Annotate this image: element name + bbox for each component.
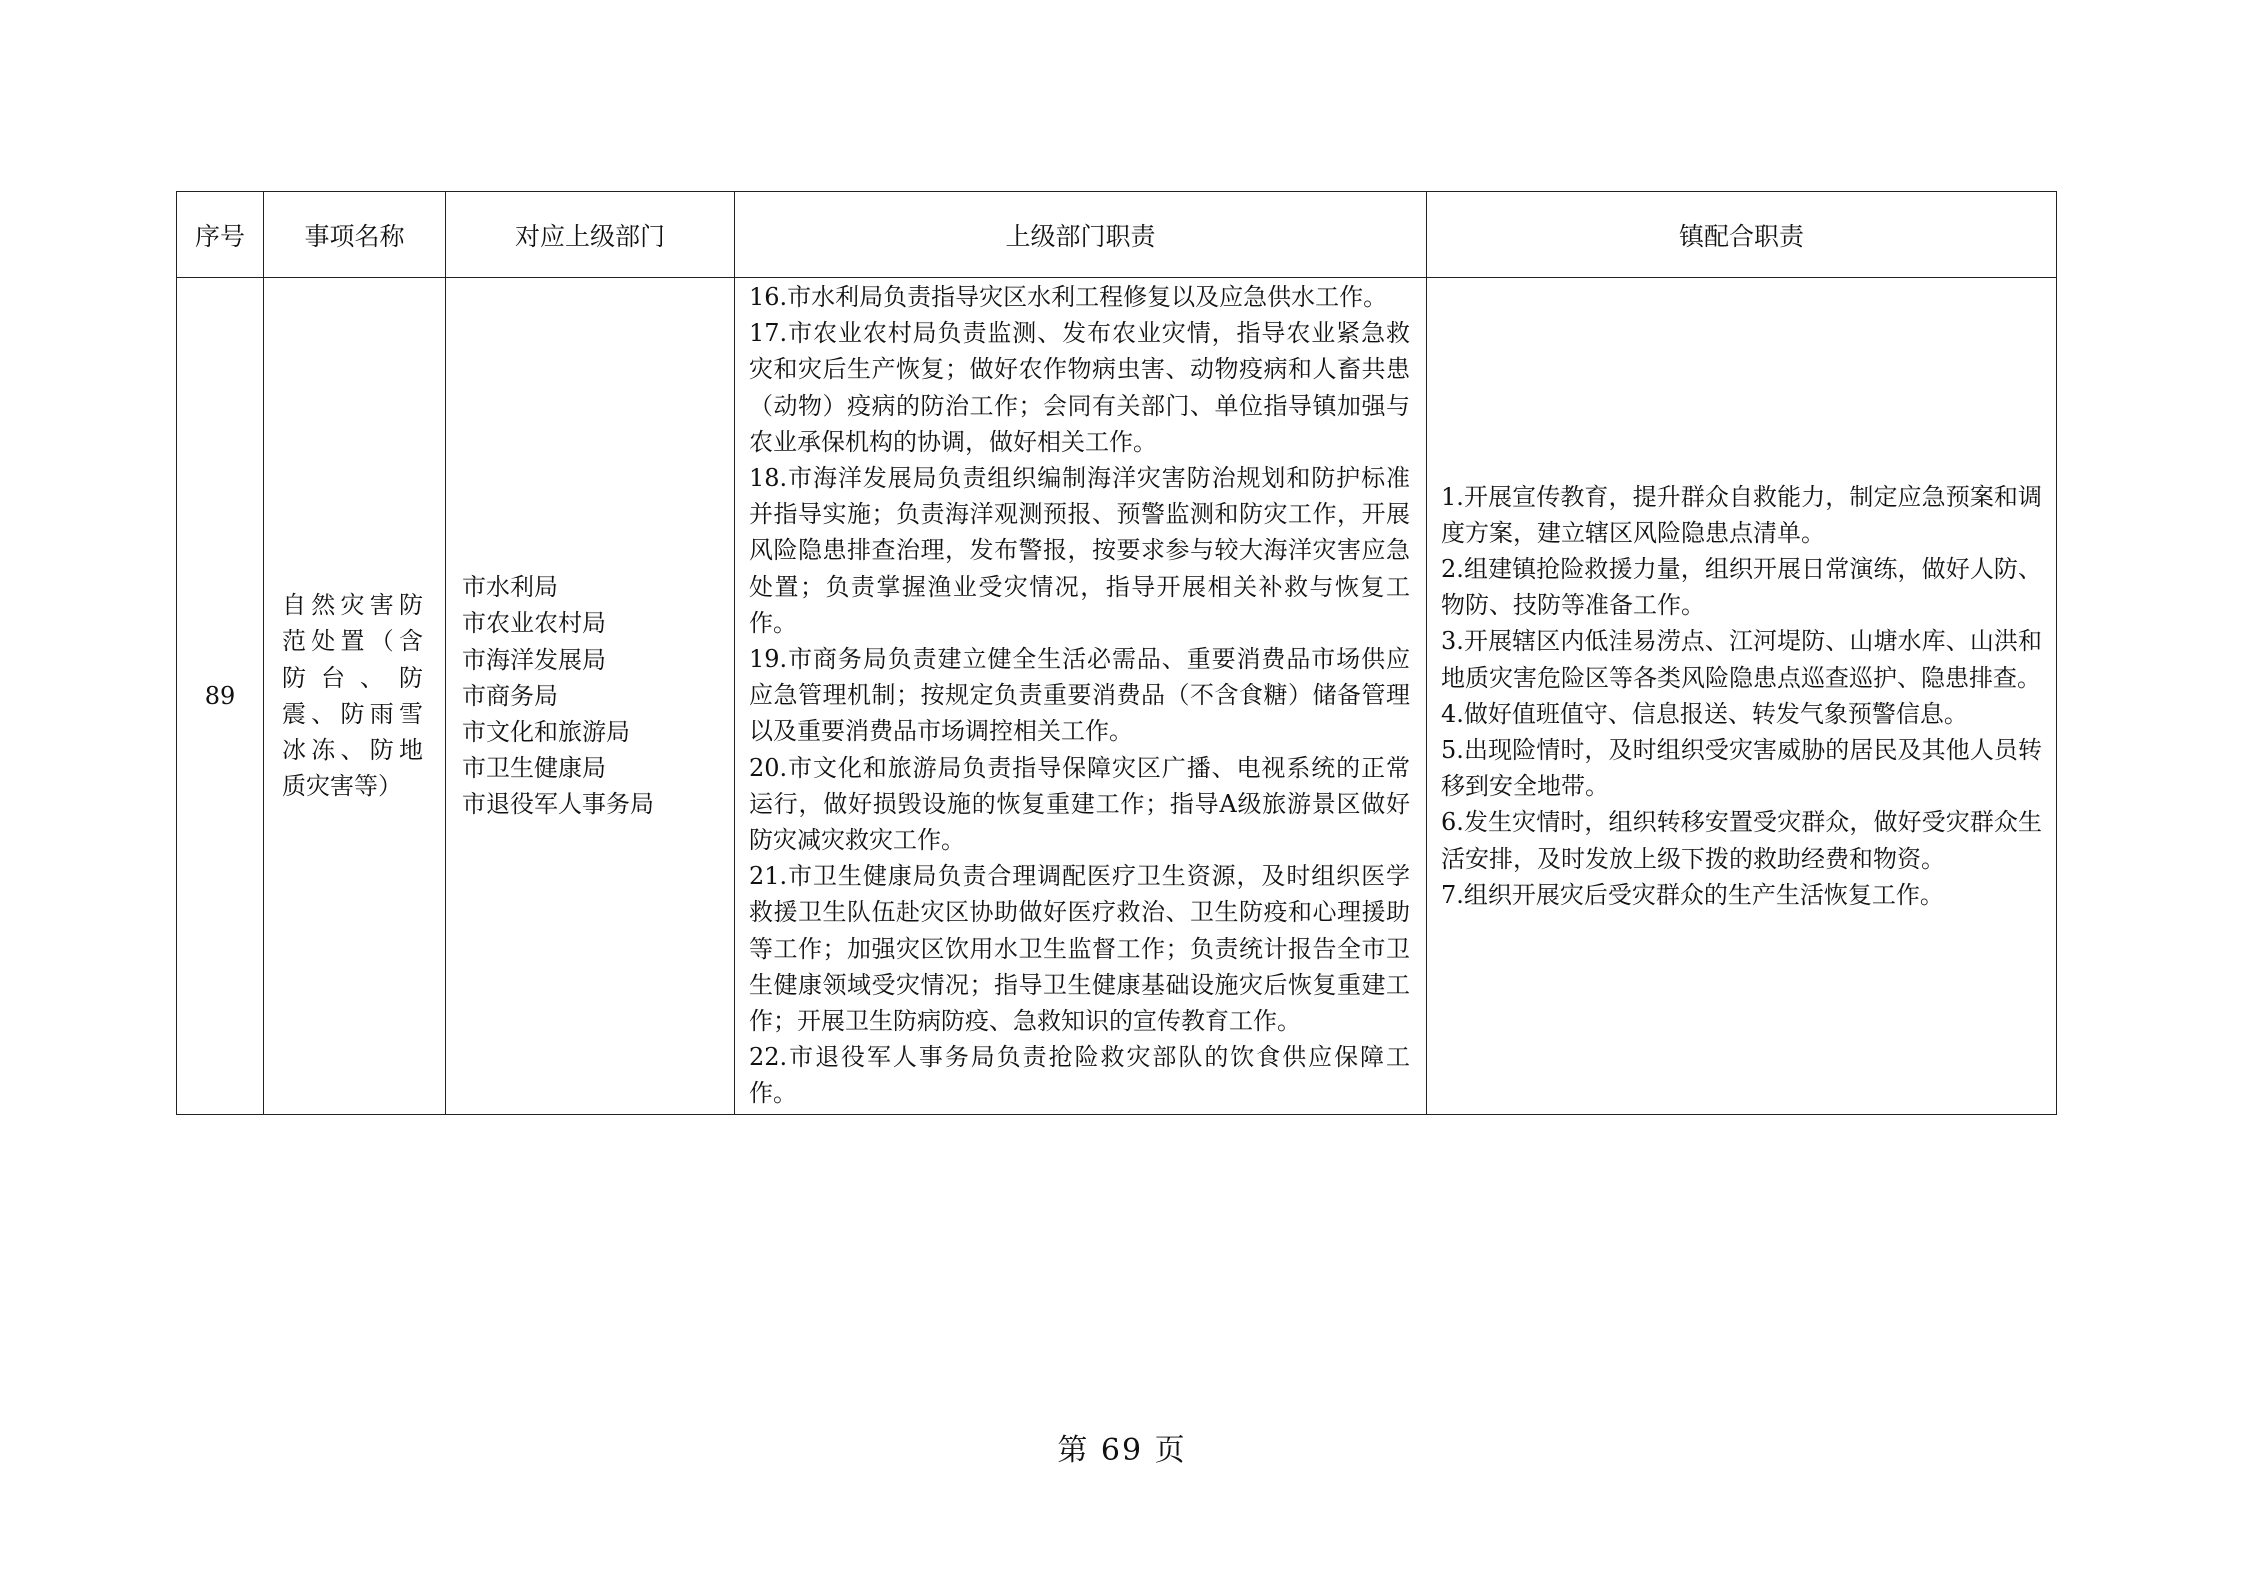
table-header [177, 192, 2057, 278]
upper-duty-item: 17.市农业农村局负责监测、发布农业灾情，指导农业紧急救灾和灾后生产恢复；做好农作物病虫害、动物疫病和人畜共患（动物）疫病的防治工作；会同有关部门、单位指导镇加强与农业承保机构的协调，做好相关工作。 [749, 319, 1410, 456]
department-item: 市退役军人事务局 [462, 790, 654, 819]
header-row [177, 192, 2057, 278]
department-item: 市海洋发展局 [462, 645, 606, 674]
upper-duty-item: 20.市文化和旅游局负责指导保障灾区广播、电视系统的正常运行，做好损毁设施的恢复重建工作；指导A级旅游景区做好防灾减灾救灾工作。 [749, 753, 1410, 855]
upper-duty-item: 16.市水利局负责指导灾区水利工程修复以及应急供水工作。 [749, 283, 1388, 311]
duties-table [176, 191, 2057, 1115]
item-name-cell: 自然灾害防范处置（含防台、防震、防雨雪冰冻、防地质灾害等） [264, 278, 446, 1115]
departments-cell [446, 278, 735, 1115]
header-seq: 序号 [177, 192, 264, 278]
header-upper-dept: 对应上级部门 [446, 192, 735, 278]
upper-duty-item: 19.市商务局负责建立健全生活必需品、重要消费品市场供应应急管理机制；按规定负责重要消费品（不含食糖）储备管理以及重要消费品市场调控相关工作。 [749, 645, 1410, 746]
upper-duty-item: 21.市卫生健康局负责合理调配医疗卫生资源，及时组织医学救援卫生队伍赴灾区协助做好医疗救治、卫生防疫和心理援助等工作；加强灾区饮用水卫生监督工作；负责统计报告全市卫生健康领域受灾情况；指导卫生健康基础设施灾后恢复重建工作；开展卫生防病防疫、急救知识的宣传教育工作。 [749, 862, 1410, 1036]
town-duty-item: 5.出现险情时，及时组织受灾害威胁的居民及其他人员转移到安全地带。 [1441, 736, 2042, 801]
seq-cell: 89 [177, 278, 264, 1115]
header-upper-duties: 上级部门职责 [735, 192, 1427, 278]
town-duty-item: 7.组织开展灾后受灾群众的生产生活恢复工作。 [1441, 880, 1944, 909]
page-number: 第 69 页 [1057, 1433, 1187, 1468]
upper-duty-item: 18.市海洋发展局负责组织编制海洋灾害防治规划和防护标准并指导实施；负责海洋观测预报、预警监测和防灾工作，开展风险隐患排查治理，发布警报，按要求参与较大海洋灾害应急处置；负责掌握渔业受灾情况，指导开展相关补救与恢复工作。 [749, 464, 1410, 637]
department-item: 市文化和旅游局 [462, 717, 630, 746]
department-item: 市商务局 [462, 681, 558, 710]
town-duty-item: 6.发生灾情时，组织转移安置受灾群众，做好受灾群众生活安排，及时发放上级下拨的救助经费和物资。 [1441, 808, 2042, 873]
department-item: 市农业农村局 [462, 609, 606, 638]
town-duties-cell [1427, 278, 2057, 1115]
department-item: 市卫生健康局 [462, 754, 606, 783]
town-duty-item: 2.组建镇抢险救援力量，组织开展日常演练，做好人防、物防、技防等准备工作。 [1441, 555, 2042, 620]
town-duty-item: 1.开展宣传教育，提升群众自救能力，制定应急预案和调度方案，建立辖区风险隐患点清单。 [1441, 482, 2042, 547]
upper-duties-cell [735, 278, 1427, 1115]
header-town-duties: 镇配合职责 [1427, 192, 2057, 278]
town-duty-item: 4.做好值班值守、信息报送、转发气象预警信息。 [1441, 699, 1968, 728]
table-row [177, 278, 2057, 1115]
town-duty-item: 3.开展辖区内低洼易涝点、江河堤防、山塘水库、山洪和地质灾害危险区等各类风险隐患点巡查巡护、隐患排查。 [1441, 627, 2042, 692]
department-item: 市水利局 [462, 573, 558, 602]
header-item-name: 事项名称 [264, 192, 446, 278]
upper-duty-item: 22.市退役军人事务局负责抢险救灾部队的饮食供应保障工作。 [749, 1043, 1410, 1108]
